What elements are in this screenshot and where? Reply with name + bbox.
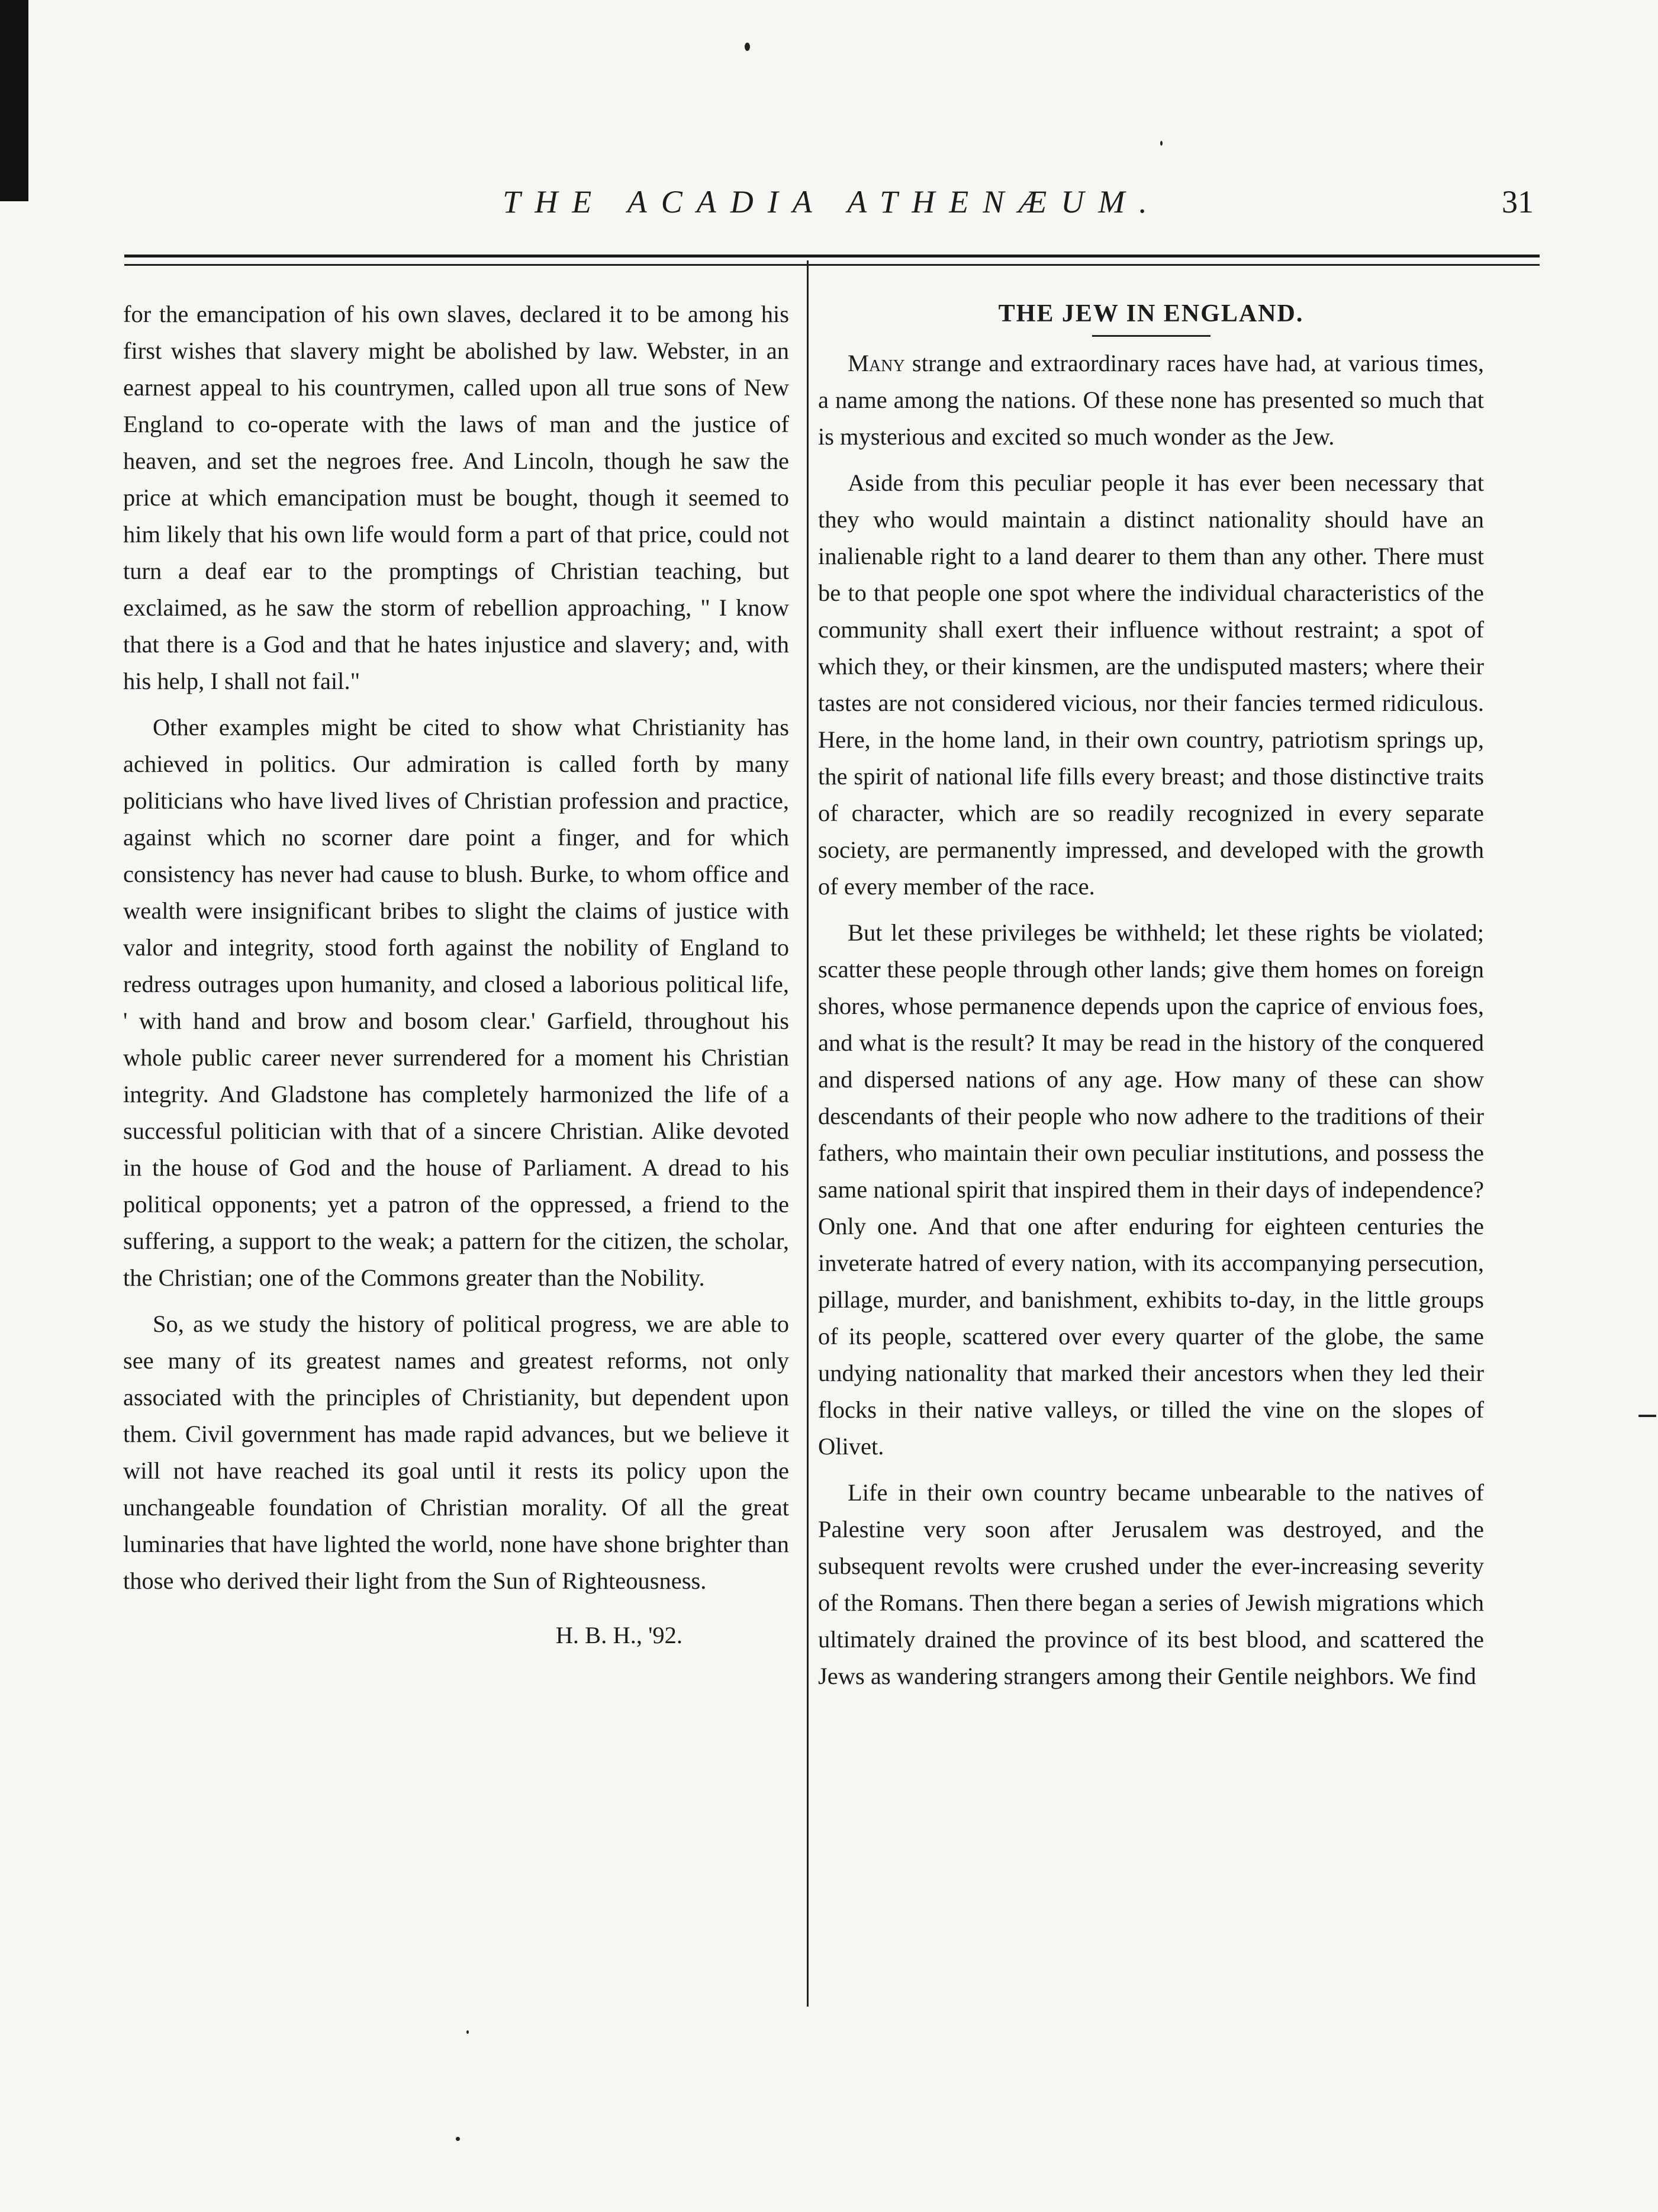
journal-title: THE ACADIA ATHENÆUM. [503,184,1161,220]
body-paragraph: So, as we study the history of political progress, we are able to see many of its greatest names and greatest reforms, not only associated with the principles of Christianity, but dependent upon them. Civil government has made rapid advances, but we believe it will not have reached its goal until it rests its policy upon the unchangeable foundation of Christian morality. Of all the great luminaries that have lighted the world, none have shone brighter than those who derived their light from the Sun of Righteousness. [123,1311,789,1594]
page-number: 31 [1502,184,1534,220]
article-title: THE JEW IN ENGLAND. [998,300,1304,327]
body-paragraph: for the emancipation of his own slaves, declared it to be among his first wishes that slavery might be abolished by law. Webster, in an earnest appeal to his countrymen, called upon all true sons of New England to co-operate with the laws of man and the justice of heaven, and set the negroes free. And Lincoln, though he saw the price at which emancipation must be bought, though it seemed to him likely that his own life would form a part of that price, could not turn a deaf ear to the promptings of Christian teaching, but exclaimed, as he saw the storm of rebellion approaching, " I know that there is a God and that he hates injustice and slavery; and, with his help, I shall not fail." [123,301,789,694]
author-signature: H. B. H., '92. [555,1622,682,1648]
ink-speck [1638,1415,1656,1417]
header-rule [124,255,1540,257]
left-column [123,296,789,1654]
header-rule-thin [124,264,1540,266]
body-paragraph [818,345,1484,455]
opening-text: strange and extraordinary races have had, at various times, a name among the nations. Of these none has presented so much that is mysterious and excited so much wonder as the Jew. [818,350,1484,450]
ink-speck [745,43,750,51]
ink-speck [1160,141,1163,146]
ink-speck [466,2030,469,2034]
body-paragraph: Other examples might be cited to show what Christianity has achieved in politics. Our admiration is called forth by many politicians who have lived lives of Christian profession and practice, against which no scorner dare point a finger, and for which consistency has never had cause to blush. Burke, to whom office and wealth were insignificant bribes to slight the claims of justice with valor and integrity, stood forth against the nobility of England to redress outrages upon humanity, and closed a laborious political life, ' with hand and brow and bosom clear.' Garfield, throughout his whole public career never surrendered for a moment his Christian integrity. And Gladstone has completely harmonized the life of a successful politician with that of a sincere Christian. Alike devoted in the house of God and the house of Parliament. A dread to his political opponents; yet a patron of the oppressed, a friend to the suffering, a support to the weak; a pattern for the citizen, the scholar, the Christian; one of the Commons greater than the Nobility. [123,714,789,1291]
body-paragraph: But let these privileges be withheld; let these rights be violated; scatter these people through other lands; give them homes on foreign shores, whose permanence depends upon the caprice of envious foes, and what is the result? It may be read in the history of the conquered and dispersed nations of any age. How many of these can show descendants of their people who now adhere to the traditions of their fathers, who maintain their own peculiar institutions, and possess the same national spirit that inspired them in their days of independence? Only one. And that one after enduring for eighteen centuries the inveterate hatred of every nation, with its accompanying persecution, pillage, murder, and banishment, exhibits to-day, in the little groups of its people, scattered over every quarter of the globe, the same undying nationality that marked their ancestors when they led their flocks in their native valleys, or tilled the vine on the slopes of Olivet. [818,919,1484,1460]
running-head [124,178,1540,231]
column-divider [807,260,809,2007]
ink-speck [456,2137,460,2141]
opening-word: Many [848,350,905,376]
page-edge-shadow [0,0,28,201]
body-paragraph: Life in their own country became unbearable to the natives of Palestine very soon after Jerusalem was destroyed, and the subsequent revolts were crushed under the ever-increasing severity of the Romans. Then there began a series of Jewish migrations which ultimately drained the province of its best blood, and scattered the Jews as wandering strangers among their Gentile neighbors. We find [818,1479,1484,1689]
body-paragraph: Aside from this peculiar people it has ever been necessary that they who would maintain a distinct nationality should have an inalienable right to a land dearer to them than any other. There must be to that people one spot where the individual characteristics of the community shall exert their influence without restraint; a spot of which they, or their kinsmen, are the undisputed masters; where their tastes are not considered vicious, nor their fancies termed ridiculous. Here, in the home land, in their own country, patriotism springs up, the spirit of national life fills every breast; and those distinctive traits of character, which are so readily recognized in every separate society, are permanently impressed, and developed with the growth of every member of the race. [818,469,1484,900]
right-column [818,296,1484,1704]
title-rule [1092,335,1210,337]
